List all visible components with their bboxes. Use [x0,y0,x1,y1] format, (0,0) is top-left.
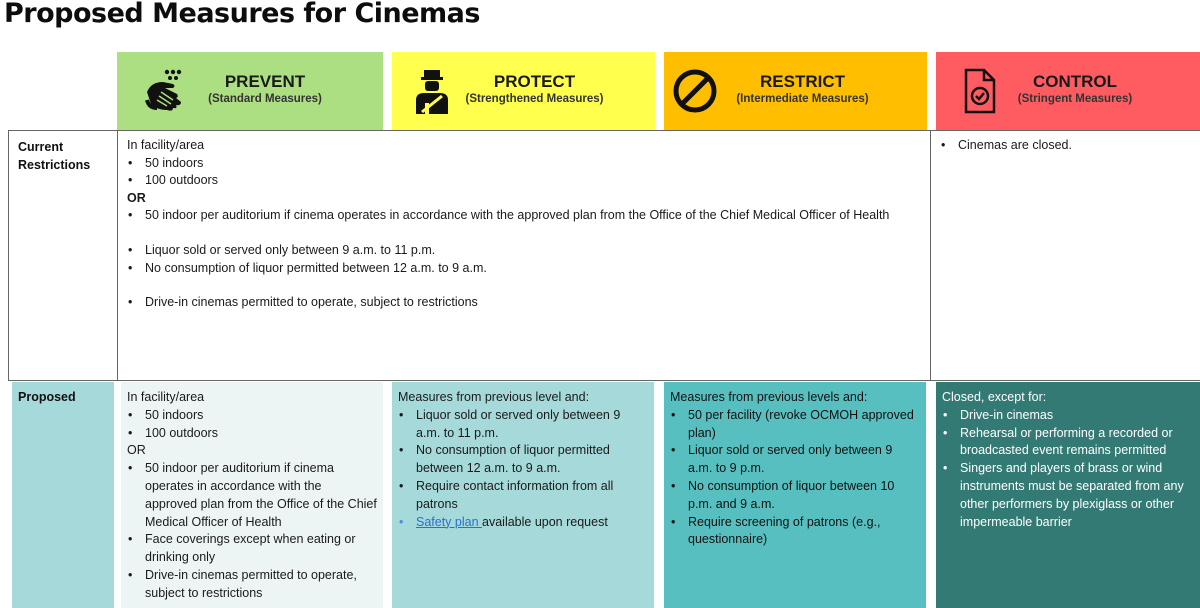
level-name: CONTROL [1032,72,1118,91]
list-item: • 50 indoors [127,407,377,425]
level-subtitle: (Strengthened Measures) [465,93,604,105]
bullet-list [940,137,1200,155]
proposed-prevent-cell [121,382,383,608]
bullet-list [127,294,930,312]
bullet-list [127,207,930,225]
list-item: • No consumption of liquor permitted between 12 a.m. to 9 a.m. [127,260,930,278]
bullet-list [942,407,1194,532]
bullet-list [127,460,377,602]
bullet-list [670,407,920,549]
list-item: • Liquor sold or served only between 9 a.m. to 9 p.m. [670,442,920,478]
list-item: • Cinemas are closed. [940,137,1200,155]
level-header-prevent [117,52,383,130]
row-label-text: Current [18,140,64,154]
level-name: PREVENT [224,72,306,91]
row-label-proposed: Proposed [12,382,114,608]
cell-intro: Closed, except for: [942,390,1047,404]
level-subtitle: (Standard Measures) [208,93,322,105]
list-item: • 100 outdoors [127,425,377,443]
row-label-current [9,131,118,380]
level-subtitle: (Intermediate Measures) [736,93,869,105]
or-separator: OR [127,443,146,458]
row-label-text: Restrictions [18,158,91,172]
list-item: • 50 indoors [127,155,930,173]
current-control-cell [932,131,1200,380]
list-item: • Drive-in cinemas permitted to operate, subject to restrictions [127,567,377,603]
list-item [398,514,648,532]
level-header-restrict [664,52,927,130]
safety-plan-link[interactable]: Safety plan [416,514,483,529]
list-item: • Rehearsal or performing a recorded or broadcasted event remains permitted [942,425,1194,461]
list-item: • Require screening of patrons (e.g., questionnaire) [670,514,920,550]
proposed-protect-cell [392,382,654,608]
level-name: RESTRICT [760,72,845,91]
level-header-control [936,52,1200,130]
list-item-text: available upon request [482,514,608,529]
level-subtitle: (Stringent Measures) [1017,93,1133,105]
list-item: • Require contact information from all patrons [398,478,648,514]
bullet-list [127,407,377,443]
list-item: • Singers and players of brass or wind instruments must be separated from any other performers by plexiglass or other impermeable barrier [942,460,1194,531]
list-item: • Liquor sold or served only between 9 a.m. to 11 p.m. [127,242,930,260]
list-item: • Drive-in cinemas [942,407,1194,425]
list-item: • 50 indoor per auditorium if cinema operates in accordance with the approved plan from the Office of the Chief Medical Officer of Health [127,460,377,531]
proposed-control-cell [936,382,1200,608]
list-item: • Drive-in cinemas permitted to operate, subject to restrictions [127,294,930,312]
list-item: • Face coverings except when eating or drinking only [127,531,377,567]
list-item: • 50 per facility (revoke OCMOH approved plan) [670,407,920,443]
level-name: PROTECT [493,72,576,91]
level-header-protect [392,52,655,130]
proposed-restrict-cell [664,382,926,608]
current-restrictions-row [8,130,1200,381]
page-title: Proposed Measures for Cinemas [4,0,480,29]
list-item: • 50 indoor per auditorium if cinema operates in accordance with the approved plan from the Office of the Chief Medical Officer of Health [127,207,930,225]
list-item: • Liquor sold or served only between 9 a.m. to 11 p.m. [398,407,648,443]
current-restrictions-cell [119,131,931,380]
cell-intro: Measures from previous level and: [398,390,590,404]
bullet-list [127,155,930,190]
cell-intro: In facility/area [127,138,205,152]
list-item: • 100 outdoors [127,172,930,190]
or-separator: OR [127,190,146,205]
bullet-list [398,407,648,532]
cell-intro: In facility/area [127,390,205,404]
list-item: • No consumption of liquor permitted between 12 a.m. to 9 a.m. [398,442,648,478]
list-item: • No consumption of liquor between 10 p.m. and 9 a.m. [670,478,920,514]
bullet-list [127,242,930,277]
cell-intro: Measures from previous levels and: [670,390,868,404]
